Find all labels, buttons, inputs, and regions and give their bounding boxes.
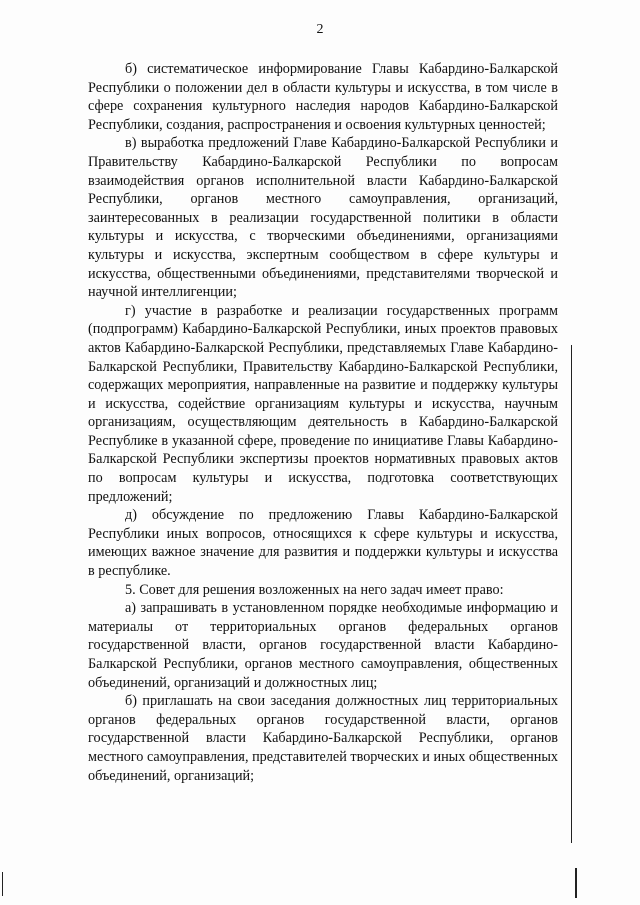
page-number: 2 (316, 22, 324, 37)
paragraph-d-discussion: д) обсуждение по предложению Главы Кабардино-Балкарской Республики иных вопросов, относящихся к сфере культуры и искусства, имеющих важное значение для развития и поддержки культуры и искусства в республике. (88, 507, 558, 580)
paragraph-5-council-rights: 5. Совет для решения возложенных на него задач имеет право: (125, 581, 504, 598)
scan-edge-line-bottom-left (2, 872, 3, 896)
paragraph-g-participation: г) участие в разработке и реализации государственных программ (подпрограмм) Кабардино-Балкарской Республики, иных проектов правовых актов Кабардино-Балкарской Республики, представляемых Главе Кабардино-Балкарской Республики, Правительству Кабардино-Балкарской Республики, содержащих мероприятия, направленные на развитие и поддержку культуры и искусства, содействие организациям культуры и искусства, научным организациям, осуществляющим деятельность в Кабардино-Балкарской Республике в указанной сфере, проведение по инициативе Главы Кабардино-Балкарской Республики экспертизы проектов нормативных правовых актов по вопросам культуры и искусства, подготовка соответствующих предложений; (88, 302, 558, 505)
scan-edge-line-right (571, 345, 572, 843)
paragraph-v-proposals: в) выработка предложений Главе Кабардино-Балкарской Республики и Правительству Кабардино-Балкарской Республики по вопросам взаимодействия органов исполнительной власти Кабардино-Балкарской Республики, органов местного самоуправления, организаций, заинтересованных в реализации государственной политики в области культуры и искусства, с творческими объединениями, организациями культуры и искусства, экспертным сообществом в сфере культуры и искусства, общественными объединениями, представителями творческой и научной интеллигенции; (88, 135, 558, 301)
paragraph-b-informing: б) систематическое информирование Главы Кабардино-Балкарской Республики о положении дел в области культуры и искусства, в том числе в сфере сохранения культурного наследия народов Кабардино-Балкарской Республики, создания, распространения и освоения культурных ценностей; (88, 61, 558, 133)
document-body (88, 60, 558, 785)
paragraph-b-invite: б) приглашать на свои заседания должностных лиц территориальных органов федеральных органов государственной власти, органов государственной власти Кабардино-Балкарской Республики, органов местного самоуправления, представителей творческих и иных общественных объединений, организаций; (88, 693, 558, 784)
scan-edge-line-bottom-right (575, 868, 577, 898)
paragraph-a-request: а) запрашивать в установленном порядке необходимые информацию и материалы от территориальных органов федеральных органов государственной власти, органов государственной власти Кабардино-Балкарской Республики, органов местного самоуправления, общественных объединений, организаций и должностных лиц; (88, 600, 558, 691)
